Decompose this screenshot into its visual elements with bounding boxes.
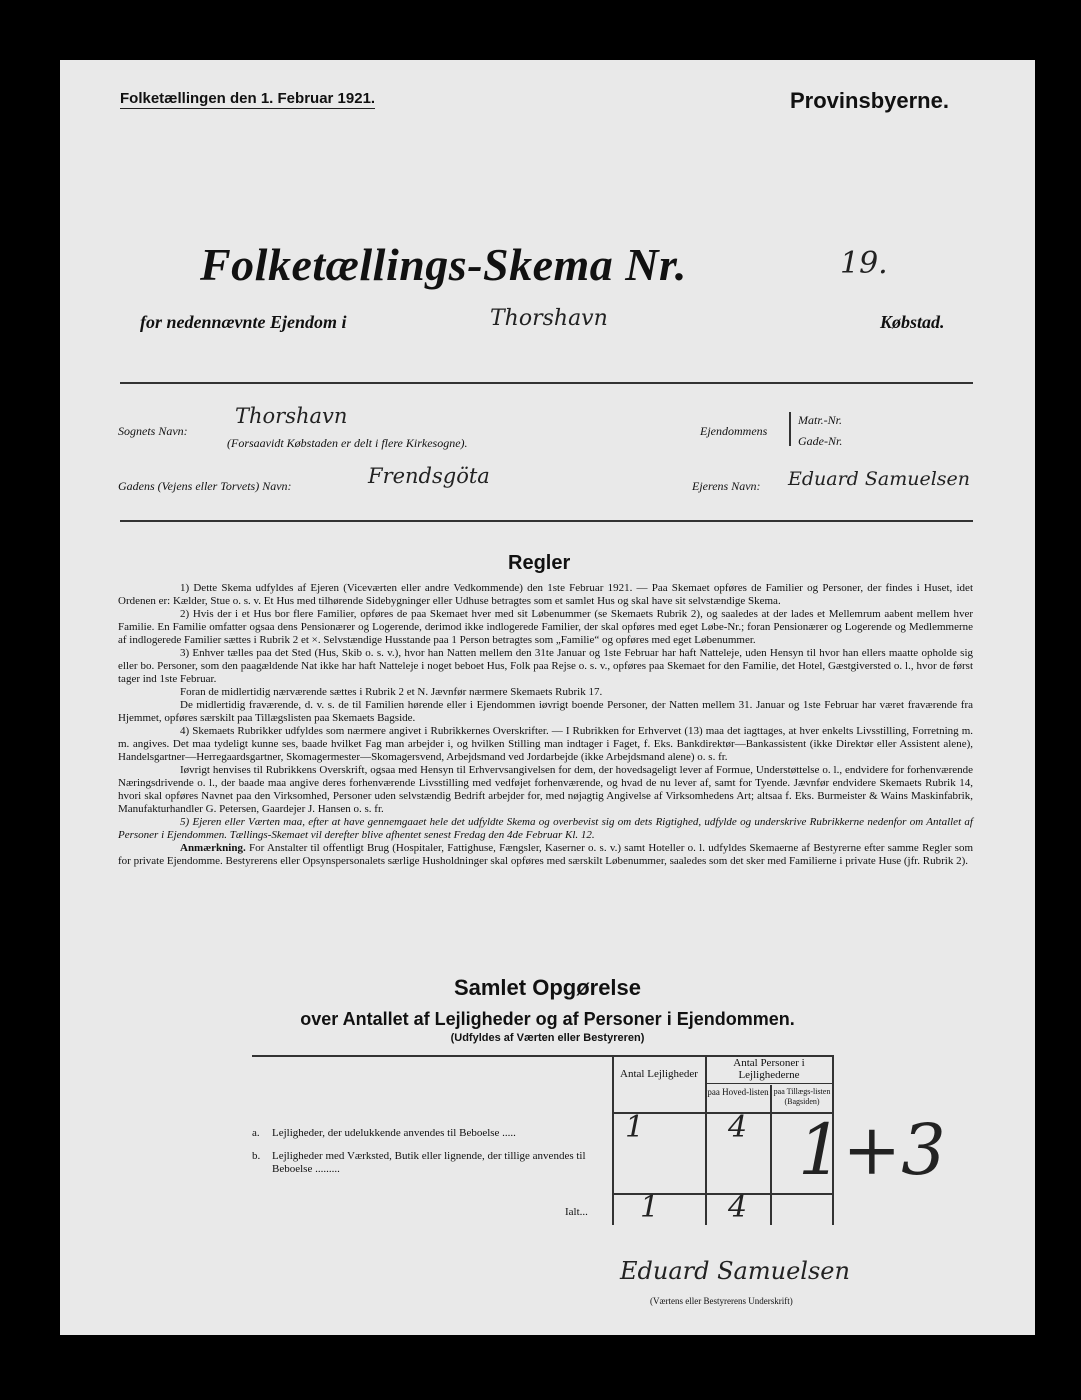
- table-vline: [705, 1055, 707, 1225]
- note-text: For Anstalter til offentligt Brug (Hospitaler, Fattighuse, Fængsler, Kaserner o. s. v.) samt Hoteller o. l. udfyldes Skemaerne af Bestyrerne efter samme Regler som for private Ejendomme. Bestyrerens eller Opsynspersonalets særlige Husholdninger skal opføres med særskilt Løbenummer, saaledes som det sker med Familierne i private Huse (jfr. Rubrik 2).: [118, 842, 974, 867]
- rule-note: [118, 842, 973, 868]
- parish-note: (Forsaavidt Købstaden er delt i flere Kirkesogne).: [227, 436, 468, 450]
- rule-paragraph: Iøvrigt henvises til Rubrikkens Overskrift, ogsaa med Hensyn til Erhvervsangivelsen for dem, der hovedsageligt lever af Formue, Understøttelse o. l., endvidere for forhenværende Næringsdrivende o. l., der baade maa angive deres forhenværende Livsstilling med vedføjet forhenværende, og hvad de nu lever af, samt for Tyende. Jævnfør endvidere Skemaets Rubrik 14, hvori skal opføres Navnet paa den Virksomhed, Personer uden selvstændig Bedrift arbejder for, med nøjagtig Angivelse af Virksomhedens Art; altsaa f. Eks. Burmeister & Wains Maskinfabrik, Manufakturhandler G. Petersen, Gaardejer J. Hansen o. s. fr.: [118, 764, 973, 815]
- rule-paragraph: Foran de midlertidig nærværende sættes i Rubrik 2 et N. Jævnfør nærmere Skemaets Rubrik 17.: [180, 686, 603, 698]
- matr-label: Matr.-Nr.: [798, 413, 843, 427]
- region-header: Provinsbyerne.: [790, 88, 949, 113]
- rule-paragraph: 2) Hvis der i et Hus bor flere Familier, opføres de paa Skemaet hver med sit Løbenummer (se Skemaets Rubrik 2), og saaledes at der lades et Mellemrum aabent mellem hver Familie. En Familie omfatter ogsaa dens Pensionærer og Logerende, derimod ikke indlogerede Familier, der skal opføres med eget Løbe-Nr.; foran Pensionærer og Logerende og Medlemmerne af indlogerede Familier sættes i Rubrik 2 et ×. Selvstændige Husstande paa 1 Person betragtes som „Familie“ og opføres med eget Løbenummer.: [118, 608, 973, 646]
- col-antal-header: Antal Lejligheder: [620, 1068, 698, 1080]
- total-label: Ialt...: [565, 1206, 588, 1218]
- summary-subtitle: over Antallet af Lejligheder og af Personer i Ejendommen.: [300, 1009, 795, 1029]
- owner-value: Eduard Samuelsen: [788, 468, 971, 490]
- row-a-letter: a.: [252, 1127, 260, 1139]
- row-a-antal: 1: [625, 1110, 645, 1145]
- census-form-sheet: [60, 60, 1035, 1335]
- table-subhead-rule: [705, 1083, 832, 1084]
- parish-value: Thorshavn: [235, 404, 348, 428]
- form-title: Folketællings-Skema Nr.: [200, 239, 687, 290]
- margin-note: 1+3: [798, 1109, 946, 1191]
- total-hoved: 4: [728, 1190, 748, 1225]
- row-b-label: Lejligheder med Værksted, Butik eller lignende, der tillige anvendes til Beboelse .........: [272, 1150, 586, 1175]
- property-label: Ejendommens: [700, 424, 768, 438]
- town-type: Købstad.: [880, 312, 945, 332]
- row-a-hoved: 4: [728, 1110, 748, 1145]
- signature-caption: (Værtens eller Bestyrerens Underskrift): [650, 1296, 793, 1306]
- town-name: Thorshavn: [490, 306, 608, 331]
- bottom-divider: [120, 520, 973, 522]
- summary-note: (Udfyldes af Værten eller Bestyreren): [450, 1032, 645, 1044]
- form-number: 19.: [840, 246, 888, 281]
- census-date-header: Folketællingen den 1. Februar 1921.: [120, 90, 376, 107]
- col-tillaeg-header: paa Tillægs-listen (Bagsiden): [773, 1087, 831, 1106]
- rule-paragraph: De midlertidig fraværende, d. v. s. de til Familien hørende eller i Ejendommen iøvrigt boende Personer, der Natten mellem 31. Januar og 1ste Februar har været fraværende fra Hjemmet, opføres særskilt paa Tillægslisten paa Skemaets Bagside.: [118, 699, 973, 724]
- rules-text: [118, 582, 973, 868]
- brace-line: [789, 412, 791, 446]
- street-label: Gadens (Vejens eller Torvets) Navn:: [118, 479, 292, 493]
- row-b-letter: b.: [252, 1150, 261, 1162]
- summary-title: Samlet Opgørelse: [453, 975, 642, 1000]
- rule-paragraph: 1) Dette Skema udfyldes af Ejeren (Viceværten eller andre Vedkommende) den 1ste Februar 1921. — Paa Skemaet opføres de Familier og Personer, der findes i Huset, idet Ordenen er: Kælder, Stue o. s. v. Et Hus med tilhørende Sidebygninger eller Udhuse betragtes som et samlet Hus og skal have sit selvstændige Skema.: [118, 582, 973, 607]
- parish-label: Sognets Navn:: [118, 424, 188, 438]
- owner-label: Ejerens Navn:: [692, 479, 761, 493]
- street-value: Frendsgöta: [368, 464, 490, 488]
- col-personer-header: Antal Personer i Lejlighederne: [733, 1057, 805, 1081]
- top-divider: [120, 382, 973, 384]
- gade-label: Gade-Nr.: [798, 434, 843, 448]
- rules-heading: Regler: [508, 552, 571, 574]
- property-prefix: for nedennævnte Ejendom i: [140, 312, 347, 332]
- col-hoved-header: paa Hoved-listen: [707, 1087, 769, 1097]
- note-label: Anmærkning.: [180, 842, 246, 854]
- rule-paragraph: 4) Skemaets Rubrikker udfyldes som nærmere angivet i Rubrikkernes Overskrifter. — I Rubrikken for Erhvervet (13) maa det iagttages, at hver enkelts Livsstilling, Forretning m. m. angives. Det maa tydeligt kunne ses, baade hvilket Fag man arbejder i, og hvilken Stilling man indtager i Faget, f. Eks. Bankdirektør—Bankassistent (ikke Direktør eller Assistent alene), Handelsgartner—Herregaardsgartner, Skomagermester—Skomagersvend, Arbejdsmand ved Jordarbejde (ikke Arbejdsmand alene) o. s. fr.: [118, 725, 973, 763]
- rule-paragraph: 5) Ejeren eller Værten maa, efter at have gennemgaaet hele det udfyldte Skema og overbevist sig om dets Rigtighed, udfylde og underskrive Rubrikkerne nedenfor om Antallet af Personer i Ejendommen. Tællings-Skemaet vil derefter blive afhentet senest Fredag den 4de Februar Kl. 12.: [118, 816, 973, 841]
- table-vline: [612, 1055, 614, 1225]
- row-a-label: Lejligheder, der udelukkende anvendes til Beboelse .....: [272, 1127, 516, 1139]
- signature: Eduard Samuelsen: [620, 1257, 850, 1285]
- rule-paragraph: 3) Enhver tælles paa det Sted (Hus, Skib o. s. v.), hvor han Natten mellem den 31te Januar og 1ste Februar har haft Natteleje, uden Hensyn til hvor han ellers maatte opholde sig eller bo. Personer, som den paagældende Nat ikke har haft Natteleje i noget beboet Hus, Folk paa Rejse o. s. v., opføres paa Skemaet for den Familie, det Hotel, Gæstgiversted o. l., hvor de først tager ind 1ste Februar.: [118, 647, 973, 685]
- total-antal: 1: [640, 1190, 660, 1225]
